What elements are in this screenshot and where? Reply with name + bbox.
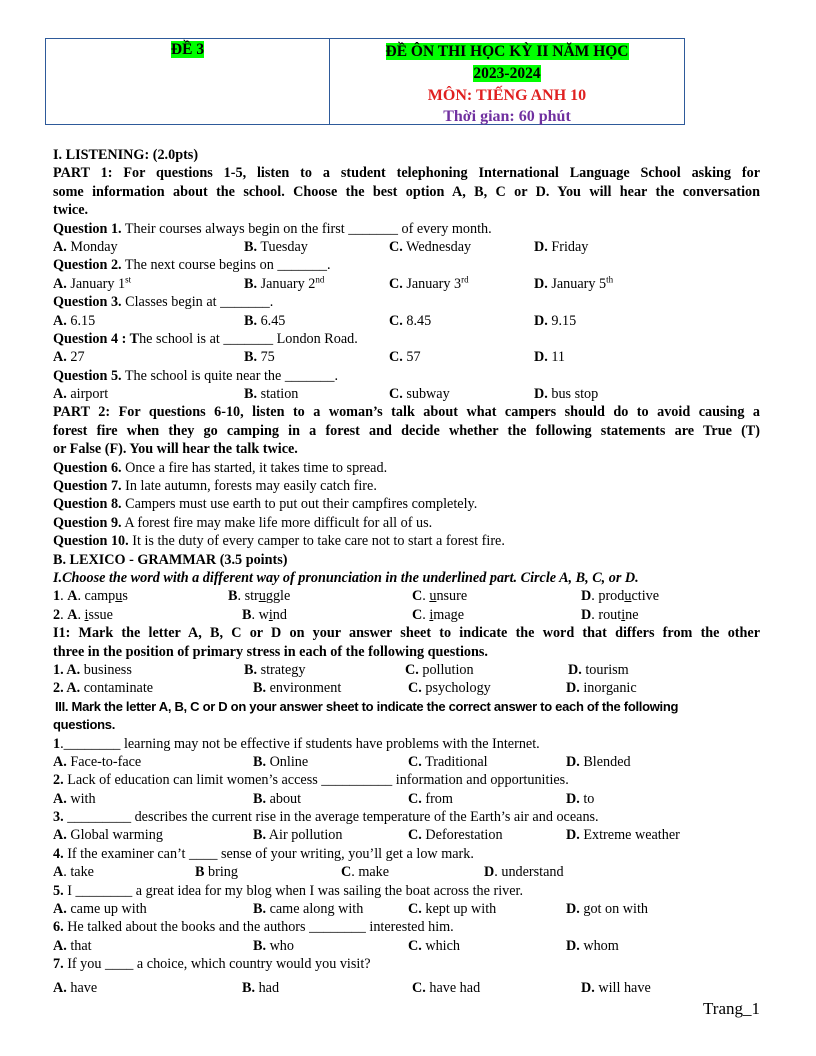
options-row: A. Global warming B. Air pollution C. Deforestation D. Extreme weather (53, 827, 680, 844)
exam-title: ĐỀ ÔN THI HỌC KỲ II NĂM HỌC (385, 43, 629, 60)
options-row: A. Monday B. Tuesday C. Wednesday D. Friday (53, 238, 589, 255)
options-row: A. Face-to-face B. Online C. Traditional D. Blended (53, 753, 631, 770)
instruction-line: III. Mark the letter A, B, C or D on your answer sheet to indicate the correct answer to each of the following (55, 698, 679, 714)
tf-question: Question 8. Campers must use earth to put out their campfires completely. (53, 496, 478, 513)
school-year: 2023-2024 (473, 65, 541, 82)
time-limit: Thời gian: 60 phút (443, 108, 571, 125)
header-left-cell (46, 39, 330, 124)
options-row: A. that B. who C. which D. whom (53, 937, 619, 954)
instruction-line: twice. (53, 202, 89, 219)
instruction-line: PART 1: For questions 1-5, listen to a student telephoning International Language School asking for (53, 165, 760, 182)
instruction-line: I.Choose the word with a different way of pronunciation in the underlined part. Circle A, B, C, or D. (53, 569, 639, 586)
header-table (45, 38, 685, 125)
section-title: B. LEXICO - GRAMMAR (3.5 points) (53, 551, 288, 568)
question-stem: Question 2. The next course begins on _______. (53, 257, 331, 274)
section-title: I. LISTENING: (2.0pts) (53, 147, 199, 163)
options-row: A. came up with B. came along with C. kept up with D. got on with (53, 901, 648, 918)
options-row: A. have B. had C. have had D. will have (53, 979, 651, 996)
tf-question: Question 10. It is the duty of every camper to take care not to start a forest fire. (53, 533, 505, 550)
question-stem: 1.________ learning may not be effective if students have problems with the Internet. (53, 735, 540, 752)
options-row: A. take B bring C. make D. understand (53, 864, 564, 881)
options-row: 2. A. issue B. wind C. image D. routine (53, 606, 639, 623)
tf-question: Question 7. In late autumn, forests may easily catch fire. (53, 478, 377, 495)
question-stem: Question 4 : The school is at _______ London Road. (53, 330, 358, 347)
options-row: A. 6.15 B. 6.45 C. 8.45 D. 9.15 (53, 312, 577, 329)
instruction-line: three in the position of primary stress in each of the following questions. (53, 643, 488, 660)
options-row: 1. A. campus B. struggle C. unsure D. productive (53, 588, 660, 605)
instruction-line: questions. (53, 717, 116, 733)
instruction-line: PART 2: For questions 6-10, listen to a woman’s talk about what campers should do to avoid causing a (53, 404, 760, 421)
instruction-line: some information about the school. Choose the best option A, B, C or D. You will hear the conversation (53, 183, 760, 200)
exam-number: ĐỀ 3 (170, 41, 205, 58)
options-row: A. airport B. station C. subway D. bus stop (53, 386, 599, 403)
question-stem: 2. Lack of education can limit women’s access __________ information and opportunities. (53, 772, 569, 789)
question-stem: Question 3. Classes begin at _______. (53, 294, 274, 311)
subject-title: MÔN: TIẾNG ANH 10 (427, 87, 587, 104)
question-stem: Question 5. The school is quite near the _______. (53, 367, 339, 384)
options-row: A. with B. about C. from D. to (53, 790, 595, 807)
instruction-line: forest fire when they go camping in a forest and decide whether the following statements are True (T) (53, 422, 760, 439)
question-stem: 7. If you ____ a choice, which country would you visit? (53, 956, 371, 973)
tf-question: Question 6. Once a fire has started, it takes time to spread. (53, 459, 388, 476)
question-stem: Question 1. Their courses always begin on the first _______ of every month. (53, 220, 492, 237)
question-stem: 4. If the examiner can’t ____ sense of your writing, you’ll get a low mark. (53, 845, 474, 862)
question-stem: 5. I ________ a great idea for my blog when I was sailing the boat across the river. (53, 882, 524, 899)
options-row: A. 27 B. 75 C. 57 D. 11 (53, 349, 566, 366)
question-stem: 6. He talked about the books and the authors ________ interested him. (53, 919, 454, 936)
exam-content (53, 146, 760, 997)
options-row: 1. A. business B. strategy C. pollution D. tourism (53, 661, 629, 678)
header-right-cell (330, 39, 684, 124)
question-stem: 3. _________ describes the current rise in the average temperature of the Earth’s air and oceans. (53, 809, 599, 826)
tf-question: Question 9. A forest fire may make life more difficult for all of us. (53, 514, 433, 531)
options-row: A. January 1st B. January 2nd C. January 3rd D. January 5th (53, 274, 614, 292)
instruction-line: or False (F). You will hear the talk twice. (53, 441, 298, 458)
page-number: Trang_1 (703, 999, 760, 1018)
options-row: 2. A. contaminate B. environment C. psychology D. inorganic (53, 680, 637, 697)
instruction-line: I1: Mark the letter A, B, C or D on your answer sheet to indicate the word that differs from the other (53, 625, 760, 642)
